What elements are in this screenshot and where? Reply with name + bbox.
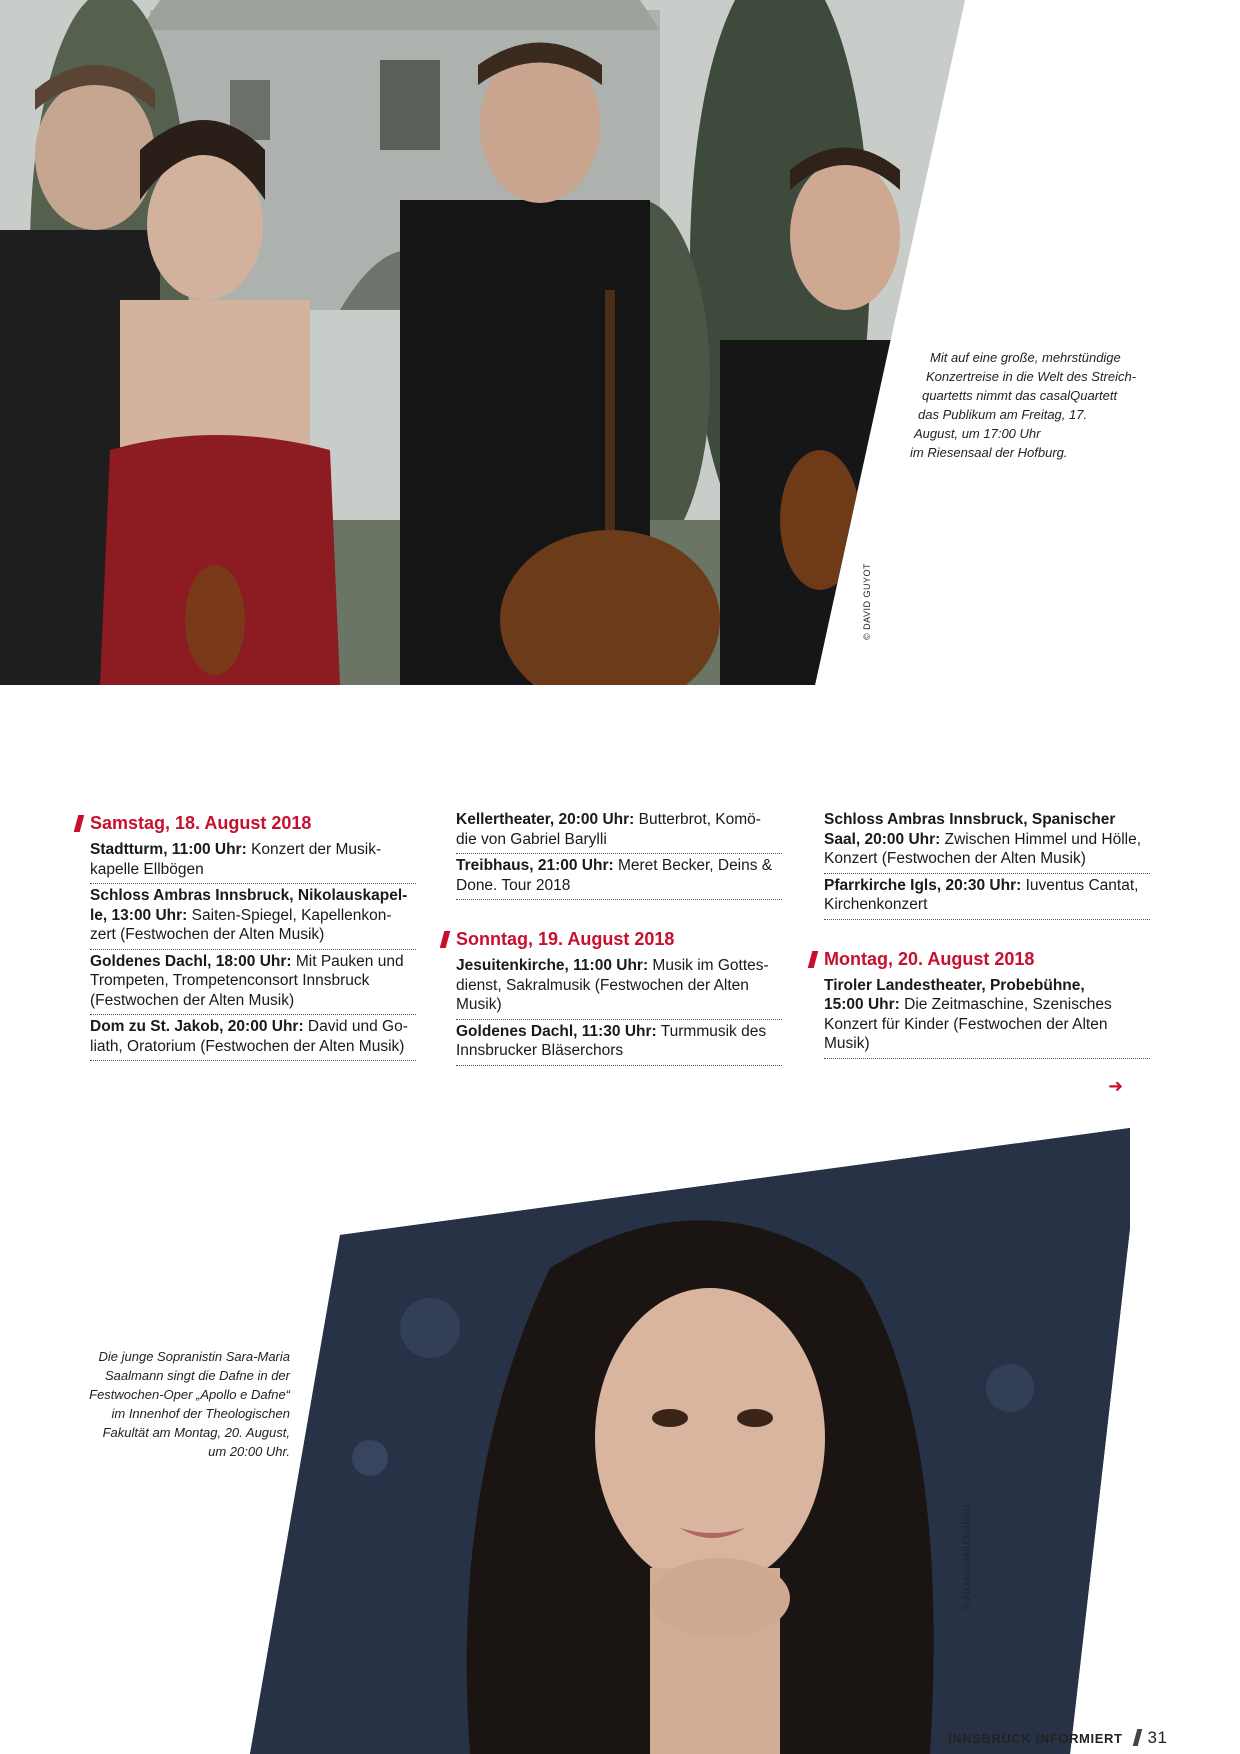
event-description: Konzert (Festwochen der Alten Musik) bbox=[824, 850, 1086, 867]
event-line bbox=[456, 810, 782, 830]
caption-line: quartetts nimmt das casalQuartett bbox=[922, 388, 1118, 403]
caption-line: im Riesensaal der Hofburg. bbox=[910, 445, 1068, 460]
caption-line: Mit auf eine große, mehrstündige bbox=[930, 350, 1121, 365]
day-heading bbox=[810, 948, 1150, 970]
event-description: Die Zeitmaschine, Szenisches bbox=[899, 996, 1112, 1013]
event-entry bbox=[824, 808, 1150, 874]
event-description: Saiten-Spiegel, Kapellenkon- bbox=[187, 906, 392, 924]
event-description: Iuventus Cantat, bbox=[1021, 876, 1139, 894]
event-line bbox=[824, 810, 1150, 830]
event-description: Meret Becker, Deins & bbox=[613, 857, 773, 874]
event-line bbox=[90, 1017, 416, 1037]
event-entry bbox=[456, 954, 782, 1020]
heading-slash-icon bbox=[74, 815, 85, 832]
event-venue-time: Saal, 20:00 Uhr: bbox=[824, 830, 941, 848]
day-heading-text: Sonntag, 19. August 2018 bbox=[456, 929, 675, 949]
heading-slash-icon bbox=[808, 951, 819, 968]
event-line bbox=[456, 876, 782, 896]
caption-line: Die junge Sopranistin Sara-Maria bbox=[98, 1349, 290, 1364]
photo-credit-bottom: © FRANKWARENBERG bbox=[962, 1503, 972, 1610]
caption-line: Konzertreise in die Welt des Streich- bbox=[926, 369, 1137, 384]
event-line bbox=[90, 886, 416, 906]
event-entry bbox=[456, 1020, 782, 1066]
event-line bbox=[456, 995, 782, 1015]
event-line bbox=[824, 1015, 1150, 1035]
event-description: Musik im Gottes- bbox=[648, 957, 769, 974]
events-column-2 bbox=[442, 808, 782, 1066]
section-gap bbox=[442, 900, 782, 924]
event-venue-time: Stadtturm, 11:00 Uhr: bbox=[90, 841, 247, 858]
event-line bbox=[456, 976, 782, 996]
caption-line: Saalmann singt die Dafne in der bbox=[104, 1368, 290, 1383]
event-venue-time: Schloss Ambras Innsbruck, Nikolauskapel- bbox=[90, 887, 408, 904]
event-line bbox=[90, 860, 416, 880]
event-description: liath, Oratorium (Festwochen der Alten Musik) bbox=[90, 1037, 405, 1055]
caption-line: August, um 17:00 Uhr bbox=[914, 426, 1041, 441]
event-line bbox=[824, 830, 1150, 850]
event-venue-time: Dom zu St. Jakob, 20:00 Uhr: bbox=[90, 1018, 304, 1035]
publication-name: INNSBRUCK INFORMIERT bbox=[948, 1731, 1123, 1746]
day-heading bbox=[76, 812, 416, 834]
page-footer bbox=[948, 1728, 1168, 1748]
event-line bbox=[824, 876, 1150, 896]
event-line bbox=[456, 1022, 782, 1042]
event-entry bbox=[90, 884, 416, 950]
event-line bbox=[456, 1041, 782, 1061]
day-heading bbox=[442, 928, 782, 950]
event-description: kapelle Ellbögen bbox=[90, 860, 204, 878]
event-venue-time: 15:00 Uhr: bbox=[824, 996, 900, 1013]
event-line bbox=[824, 849, 1150, 869]
day-heading-text: Montag, 20. August 2018 bbox=[824, 948, 1035, 969]
event-line bbox=[90, 991, 416, 1011]
event-description: Konzert für Kinder (Festwochen der Alten bbox=[824, 1015, 1108, 1033]
event-venue-time: Goldenes Dachl, 11:30 Uhr: bbox=[456, 1022, 657, 1040]
event-entry bbox=[90, 1015, 416, 1061]
event-venue-time: Tiroler Landestheater, Probebühne, bbox=[824, 976, 1085, 994]
event-venue-time: Goldenes Dachl, 18:00 Uhr: bbox=[90, 952, 292, 970]
heading-slash-icon bbox=[440, 931, 451, 948]
event-line bbox=[456, 830, 782, 850]
event-line bbox=[456, 856, 782, 876]
event-venue-time: Schloss Ambras Innsbruck, Spanischer bbox=[824, 811, 1116, 828]
event-line bbox=[456, 956, 782, 976]
quartet-photo-illustration bbox=[0, 0, 1240, 685]
event-description: Konzert der Musik- bbox=[246, 841, 382, 858]
caption-top bbox=[910, 348, 1158, 462]
event-description: Innsbrucker Bläserchors bbox=[456, 1042, 624, 1059]
photo-credit-top: © DAVID GUYOT bbox=[862, 563, 872, 640]
event-description: Mit Pauken und bbox=[291, 952, 404, 970]
event-venue-time: Jesuitenkirche, 11:00 Uhr: bbox=[456, 957, 649, 974]
event-line bbox=[90, 952, 416, 972]
event-description: Kirchenkonzert bbox=[824, 896, 928, 913]
event-entry bbox=[824, 974, 1150, 1059]
event-entry bbox=[90, 950, 416, 1016]
soprano-photo bbox=[250, 1128, 1130, 1754]
event-line bbox=[90, 971, 416, 991]
event-line bbox=[824, 1034, 1150, 1054]
caption-bottom bbox=[60, 1347, 290, 1461]
footer-divider bbox=[1132, 1729, 1142, 1746]
caption-line: um 20:00 Uhr. bbox=[208, 1444, 290, 1459]
event-description: dienst, Sakralmusik (Festwochen der Alten bbox=[456, 976, 749, 994]
events-column-1 bbox=[76, 808, 416, 1061]
event-venue-time: Kellertheater, 20:00 Uhr: bbox=[456, 811, 635, 828]
event-entry bbox=[90, 838, 416, 884]
quartet-photo bbox=[0, 0, 1240, 685]
event-entry bbox=[456, 808, 782, 854]
event-description: (Festwochen der Alten Musik) bbox=[90, 991, 295, 1009]
day-heading-text: Samstag, 18. August 2018 bbox=[90, 813, 312, 833]
event-line bbox=[824, 976, 1150, 996]
event-description: David und Go- bbox=[303, 1018, 408, 1035]
event-description: Musik) bbox=[824, 1035, 870, 1052]
page-number: 31 bbox=[1147, 1728, 1168, 1747]
event-venue-time: Pfarrkirche Igls, 20:30 Uhr: bbox=[824, 876, 1022, 894]
event-venue-time: le, 13:00 Uhr: bbox=[90, 906, 188, 924]
event-description: zert (Festwochen der Alten Musik) bbox=[90, 926, 325, 943]
event-description: Zwischen Himmel und Hölle, bbox=[940, 830, 1142, 848]
caption-line: Festwochen-Oper „Apollo e Dafne“ bbox=[89, 1387, 290, 1402]
event-line bbox=[824, 895, 1150, 915]
continue-arrow-icon: ➜ bbox=[1108, 1076, 1124, 1096]
event-entry bbox=[456, 854, 782, 900]
soprano-photo-illustration bbox=[250, 1128, 1130, 1754]
event-description: Trompeten, Trompetenconsort Innsbruck bbox=[90, 972, 370, 989]
event-description: Turmmusik des bbox=[656, 1022, 767, 1040]
caption-line: im Innenhof der Theologischen bbox=[111, 1406, 290, 1421]
section-gap bbox=[810, 920, 1150, 944]
event-line bbox=[824, 995, 1150, 1015]
event-description: die von Gabriel Barylli bbox=[456, 830, 607, 848]
caption-line: Fakultät am Montag, 20. August, bbox=[102, 1425, 290, 1440]
caption-line: das Publikum am Freitag, 17. bbox=[918, 407, 1088, 422]
events-column-3 bbox=[810, 808, 1150, 1059]
event-line bbox=[90, 1037, 416, 1057]
event-venue-time: Treibhaus, 21:00 Uhr: bbox=[456, 857, 614, 874]
event-entry bbox=[824, 874, 1150, 920]
event-description: Done. Tour 2018 bbox=[456, 876, 571, 894]
event-description: Musik) bbox=[456, 996, 502, 1013]
event-line bbox=[90, 840, 416, 860]
event-description: Butterbrot, Komö- bbox=[634, 811, 761, 828]
event-line bbox=[90, 925, 416, 945]
event-line bbox=[90, 906, 416, 926]
